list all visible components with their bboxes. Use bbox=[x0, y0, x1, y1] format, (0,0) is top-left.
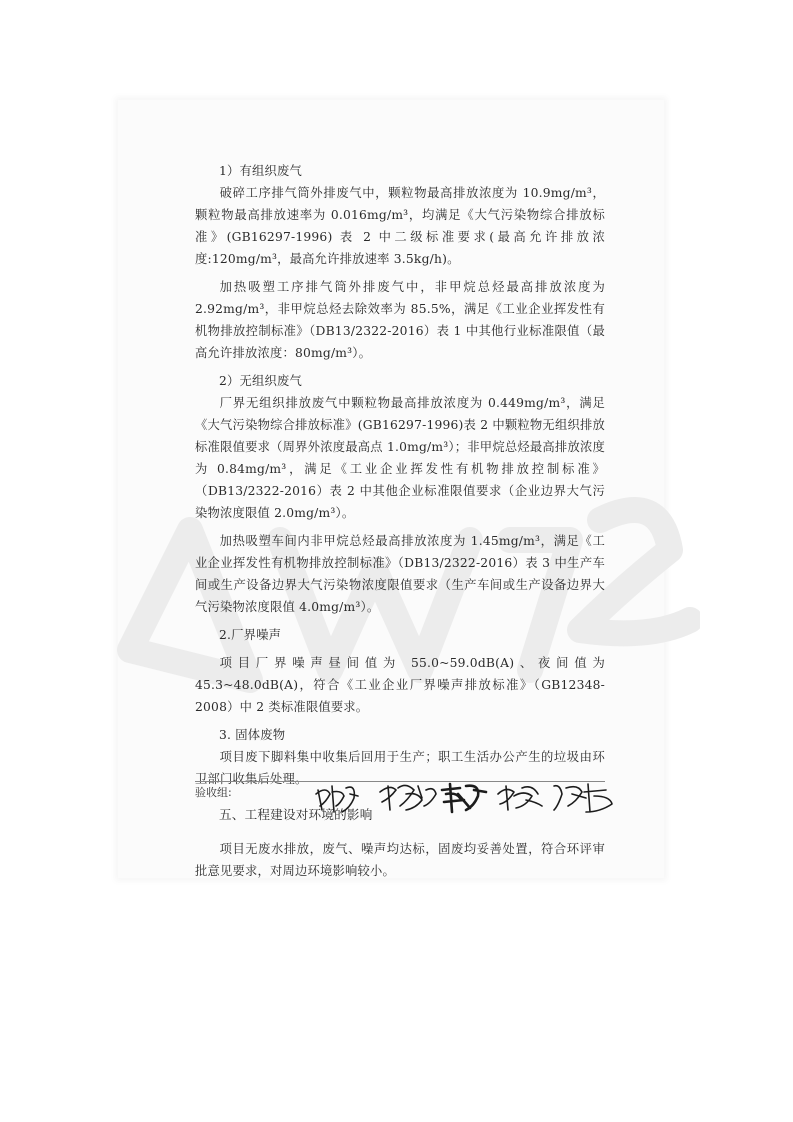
paragraph-noise: 项目厂界噪声昼间值为 55.0~59.0dB(A)、夜间值为 45.3~48.0dB(A)，符合《工业企业厂界噪声排放标准》（GB12348-2008）中 2 类标准限值要求。 bbox=[195, 656, 605, 714]
signature-4 bbox=[498, 786, 542, 810]
signature-1 bbox=[316, 786, 358, 812]
signature-3 bbox=[442, 784, 486, 812]
heading-unorganized-exhaust: 2）无组织废气 bbox=[219, 374, 303, 388]
heading-noise: 2.厂界噪声 bbox=[219, 628, 282, 642]
heading-organized-exhaust: 1）有组织废气 bbox=[219, 164, 303, 178]
paragraph-crushing-exhaust: 破碎工序排气筒外排废气中，颗粒物最高排放浓度为 10.9mg/m³，颗粒物最高排放速率为 0.016mg/m³，均满足《大气污染物综合排放标准》(GB16297-1996) 表 2 中二级标准要求(最高允许排放浓度:120mg/m³，最高允许排放速率 3.5kg/h)。 bbox=[195, 186, 605, 266]
signature-5 bbox=[554, 784, 612, 812]
paragraph-environmental-impact: 项目无废水排放，废气、噪声均达标，固废均妥善处置，符合环评审批意见要求，对周边环境影响较小。 bbox=[195, 842, 605, 878]
handwritten-signatures bbox=[310, 772, 620, 822]
heading-environmental-impact: 五、工程建设对环境的影响 bbox=[219, 807, 373, 822]
heading-solid-waste: 3. 固体废物 bbox=[219, 728, 286, 742]
paragraph-boundary-exhaust: 厂界无组织排放废气中颗粒物最高排放浓度为 0.449mg/m³，满足《大气污染物综合排放标准》(GB16297-1996)表 2 中颗粒物无组织排放标准限值要求（周界外浓度最高点 1.0mg/m³）；非甲烷总烃最高排放浓度为 0.84mg/m³，满足《工业企业挥发性有机物排放控制标准》（DB13/2322-2016）表 2 中其他企业标准限值要求（企业边界大气污染物浓度限值 2.0mg/m³）。 bbox=[195, 396, 605, 520]
paragraph-thermoforming-exhaust: 加热吸塑工序排气筒外排废气中，非甲烷总烃最高排放浓度为 2.92mg/m³，非甲烷总烃去除效率为 85.5%，满足《工业企业挥发性有机物排放控制标准》（DB13/2322-2016）表 1 中其他行业标准限值（最高允许排放浓度：80mg/m³）。 bbox=[195, 280, 605, 360]
signature-label: 验收组: bbox=[195, 786, 232, 799]
paragraph-workshop-exhaust: 加热吸塑车间内非甲烷总烃最高排放浓度为 1.45mg/m³，满足《工业企业挥发性有机物排放控制标准》（DB13/2322-2016）表 3 中生产车间或生产设备边界大气污染物浓度限值要求（生产车间或生产设备边界大气污染物浓度限值 4.0mg/m³）。 bbox=[195, 534, 605, 614]
paragraph-solid-waste: 项目废下脚料集中收集后回用于生产；职工生活办公产生的垃圾由环卫部门收集后处理。 bbox=[195, 750, 605, 786]
signature-2 bbox=[380, 785, 436, 810]
